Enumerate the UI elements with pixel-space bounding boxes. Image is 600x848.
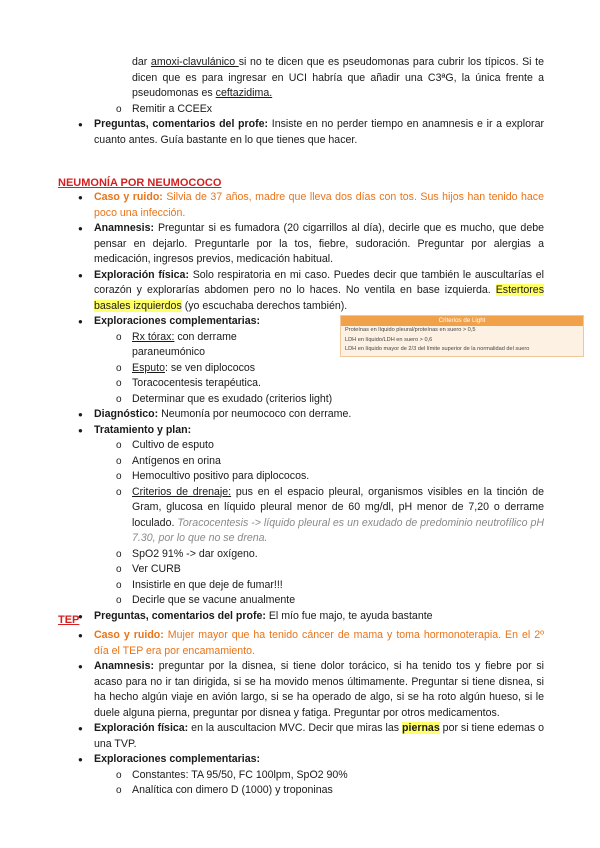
list-item: o Rx tórax: con derrame paraneumónico: [0, 330, 600, 361]
list-item: o Remitir a CCEEx: [0, 102, 600, 118]
top-block: [0, 55, 600, 148]
neumonia-block: [0, 190, 600, 624]
list-item: o Cultivo de esputo: [0, 438, 600, 454]
highlight-estertores: Estertores basales izquierdos: [94, 284, 544, 312]
list-item: o Insistirle en que deje de fumar!!!: [0, 578, 600, 594]
antibiotic-paragraph: dar amoxi-clavulánico si no te dicen que es pseudomonas para cubrir los típicos. Si te dicen que es para ingresar en UCI habría que añadir una C3ªG, la única frente a pseudomonas es ceftazidima.: [132, 56, 544, 99]
list-item: o Toracocentesis terapéutica.: [0, 376, 600, 392]
list-item: ● Diagnóstico: Neumonía por neumococo con derrame.: [0, 407, 600, 423]
criterios-row: Proteínas en líquido pleural/proteínas en suero > 0,5: [345, 327, 476, 333]
list-item: ● Exploraciones complementarias: o Rx tórax: con derrame paraneumónico o Esputo: se ven diplococos o Toracocentesis terapéutica. o Determinar que es exudado (criterios light): [0, 314, 600, 407]
list-item: o Antígenos en orina: [0, 454, 600, 470]
ceftazidima-text: ceftazidima.: [215, 87, 273, 99]
list-item: o Constantes: TA 95/50, FC 100lpm, SpO2 90%: [0, 768, 600, 784]
criterios-row: LDH en líquido/LDH en suero > 0,6: [345, 336, 433, 343]
top-preguntas-list: [0, 117, 600, 148]
tep-complementarias-list: [0, 768, 600, 799]
tep-block: [0, 628, 600, 799]
list-item: ● Preguntas, comentarios del profe: El mío fue majo, te ayuda bastante: [0, 609, 600, 625]
criterios-header: Criterios de Light: [341, 316, 583, 326]
criterios-row: LDH en líquido mayor de 2/3 del límite superior de la normalidad del suero: [345, 346, 530, 352]
remitir-list: [0, 102, 600, 118]
list-item: ● Anamnesis: Preguntar si es fumadora (20 cigarrillos al día), decirle que es mucho, que debe pensar en dejarlo. Preguntarle por la tos, fiebre, sudoración. Preguntar por alergias a medicación, ingresos previos, medicación habitual.: [0, 221, 600, 268]
list-item: ● Exploración física: en la auscultacion MVC. Decir que miras las piernas por si tiene edemas o una TVP.: [0, 721, 600, 752]
list-item: ● Caso y ruido: Silvia de 37 años, madre que lleva dos días con tos. Sus hijos han tenido hace poco una infección.: [0, 190, 600, 221]
list-item: o SpO2 91% -> dar oxígeno.: [0, 547, 600, 563]
list-item: ● Exploraciones complementarias: o Constantes: TA 95/50, FC 100lpm, SpO2 90% o Analítica con dimero D (1000) y troponinas: [0, 752, 600, 799]
list-item: ● Anamnesis: preguntar por la disnea, si tiene dolor torácico, si ha tenido tos y fiebre por si acaso para no ir tan dirigida, si se ha movido menos últimamente. Preguntar si tiene disnea, si ha hecho algún viaje en avión largo, si se ha operado de algo, si se ha roto algún hueso, si le duele alguna pierna, preguntar por disnea y fatiga. Preguntar por otros medicamentos.: [0, 659, 600, 721]
highlight-piernas: piernas: [402, 722, 440, 734]
list-item: ● Caso y ruido: Mujer mayor que ha tenido cáncer de mama y toma hormonoterapia. En el 2º día el TEP era por encamamiento.: [0, 628, 600, 659]
list-item: o Ver CURB: [0, 562, 600, 578]
tratamiento-list: [0, 438, 600, 609]
list-item: o Analítica con dimero D (1000) y troponinas: [0, 783, 600, 799]
list-item: o Decirle que se vacune anualmente: [0, 593, 600, 609]
list-item: ● Exploración física: Solo respiratoria en mi caso. Puedes decir que también le auscultarías el corazón y explorarías abdomen pero no lo haces. No ventila en base izquierda. Estertores basales izquierdos (yo escuchaba derechos también).: [0, 268, 600, 315]
list-item: o Esputo: se ven diplococos: [0, 361, 600, 377]
criterios-light-table: [340, 315, 584, 357]
list-item: o Hemocultivo positivo para diplococos.: [0, 469, 600, 485]
list-item: ● Preguntas, comentarios del profe: Insiste en no perder tiempo en anamnesis e ir a explorar cuanto antes. Guía bastante en lo que tienes que hacer.: [0, 117, 600, 148]
section-title-tep: TEP: [58, 614, 80, 626]
section-title-neumonia: NEUMONÍA POR NEUMOCOCO: [58, 177, 222, 189]
neumonia-list: [0, 190, 600, 624]
list-item: o Criterios de drenaje: pus en el espacio pleural, organismos visibles en la tinción de Gram, glucosa en líquido pleural menor de 60 mg/dl, pH menor de 7,20 o derrame loculado. Toracocentesis -> líquido pleural es un exudado de predominio neutrofílico pH 7.30, por lo que no se drena.: [0, 485, 600, 547]
amoxi-link: amoxi-clavulánico: [150, 56, 239, 68]
list-item: ● Tratamiento y plan: o Cultivo de esputo o Antígenos en orina o Hemocultivo positivo para diplococos. o Criterios de drenaje: pus en el espacio pleural, organismos visibles en la tinción de Gram, glucosa en líquido pleural menor de 60 mg/dl, pH menor de 7,20 o derrame loculado. Toracocentesis -> líquido pleural es un exudado de predominio neutrofílico pH 7.30, por lo que no se drena. o SpO2 91% -> dar oxígeno. o Ver CURB o Insistirle en que deje de fumar!!! o Decirle que se vacune anualmente: [0, 423, 600, 609]
tep-list: [0, 628, 600, 799]
list-item: o Determinar que es exudado (criterios light): [0, 392, 600, 408]
